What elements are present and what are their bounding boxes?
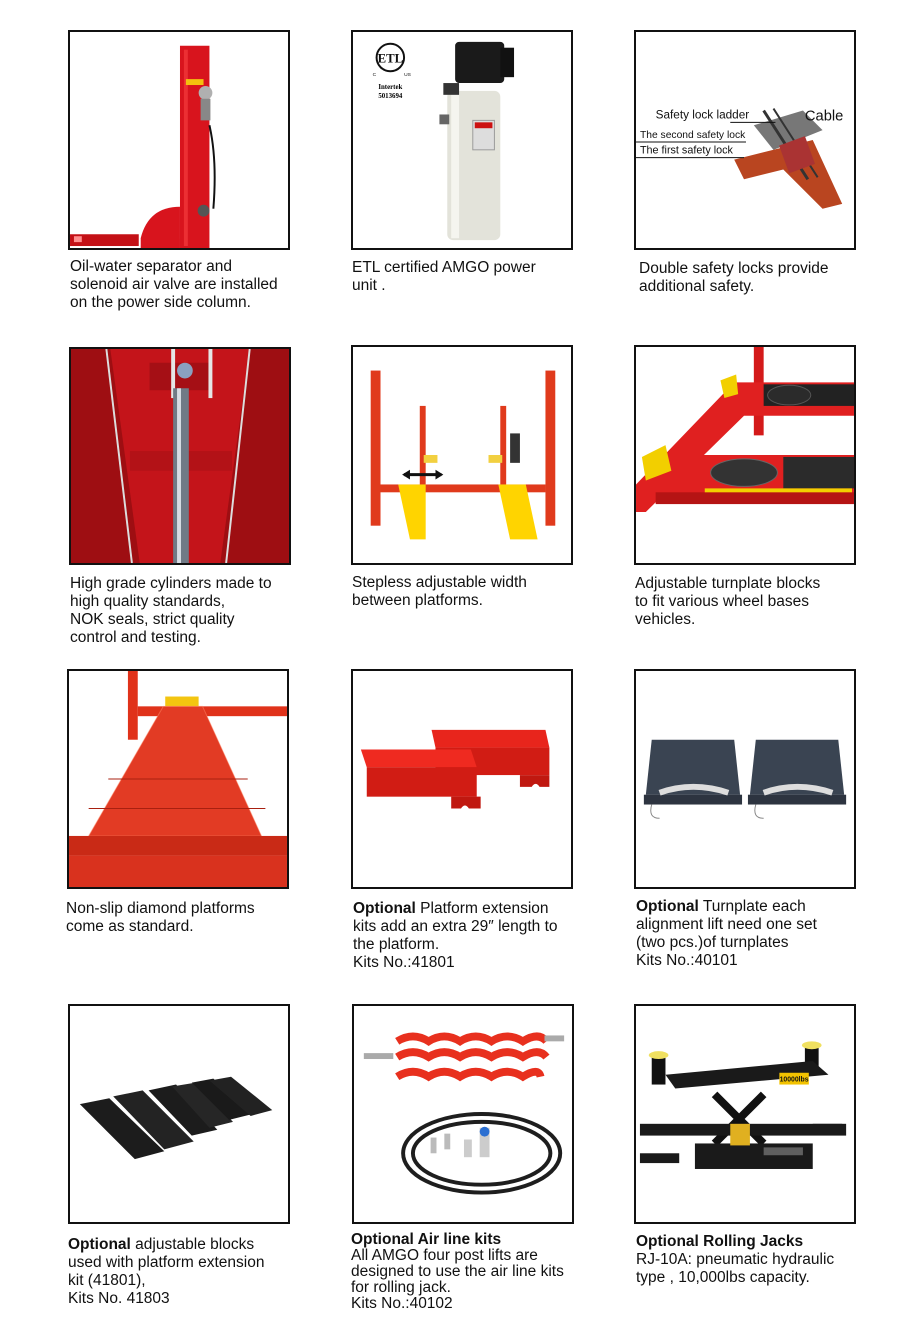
photo-turnplates [634, 669, 856, 889]
caption-first-rest: Platform extension [415, 900, 549, 917]
caption-line: unit . [352, 277, 386, 294]
photo-platform-extension [351, 669, 573, 889]
photo-oil-water-separator [68, 30, 290, 250]
photo-rolling-jacks [634, 1004, 856, 1224]
caption-line: the platform. [353, 936, 440, 953]
photo-power-unit [351, 30, 573, 250]
caption-line: for rolling jack. [351, 1279, 451, 1296]
caption-line: used with platform extension [68, 1254, 265, 1271]
caption-line: Double safety locks provide [639, 260, 829, 277]
caption-line: Oil-water separator and [70, 258, 232, 275]
caption-line: kit (41801), [68, 1272, 146, 1289]
caption-first-rest: adjustable blocks [130, 1236, 255, 1253]
caption-line: on the power side column. [70, 294, 251, 311]
photo-safety-locks [634, 30, 856, 250]
caption-line: Kits No.:40102 [351, 1295, 453, 1312]
caption-line: ETL certified AMGO power [352, 259, 536, 276]
label-cable: Cable [804, 108, 844, 125]
caption-bold: Optional Rolling Jacks [636, 1233, 804, 1250]
caption-line: (two pcs.)of turnplates [636, 934, 789, 951]
photo-turnplate-blocks [634, 345, 856, 565]
caption-line: vehicles. [635, 611, 696, 628]
etl-logo [373, 44, 412, 100]
caption-first-rest: Turnplate each [698, 898, 806, 915]
caption-line: solenoid air valve are installed [70, 276, 278, 293]
jack-capacity-badge: 10000lbs [779, 1076, 809, 1084]
photo-air-line-kits [352, 1004, 574, 1224]
caption-line: to fit various wheel bases [635, 593, 810, 610]
caption-bold: Optional [68, 1236, 131, 1253]
caption-line: Kits No.:40101 [636, 952, 738, 969]
caption-line: type , 10,000lbs capacity. [636, 1269, 810, 1286]
caption-bold: Optional [636, 898, 699, 915]
caption-line: alignment lift need one set [636, 916, 817, 933]
caption-line: Kits No. 41803 [68, 1290, 170, 1307]
label-second-safety-lock: The second safety lock [639, 130, 746, 142]
caption-line: Kits No.:41801 [353, 954, 455, 971]
logo-text-intertek: Intertek [378, 83, 403, 91]
caption-line: All AMGO four post lifts are [351, 1247, 538, 1264]
caption-line: additional safety. [639, 278, 755, 295]
caption-line: Non-slip diamond platforms [66, 900, 255, 917]
caption-line: RJ-10A: pneumatic hydraulic [636, 1251, 835, 1268]
caption-line: between platforms. [352, 592, 483, 609]
photo-adjustable-width [351, 345, 573, 565]
photo-adjustable-blocks [68, 1004, 290, 1224]
svg-text:ETL: ETL [377, 51, 404, 66]
caption-line: Adjustable turnplate blocks [635, 575, 821, 592]
caption-line: kits add an extra 29″ length to [353, 918, 558, 935]
svg-text:C: C [372, 73, 377, 79]
logo-text-number: 5013694 [378, 92, 403, 100]
label-safety-lock-ladder: Safety lock ladder [655, 108, 750, 122]
caption-line: Stepless adjustable width [352, 574, 527, 591]
caption-bold: Optional [353, 900, 416, 917]
caption-line: come as standard. [66, 918, 194, 935]
photo-cylinders [69, 347, 291, 565]
caption-line: control and testing. [70, 629, 201, 646]
photo-diamond-platforms [67, 669, 289, 889]
caption-line: high quality standards, [70, 593, 226, 610]
label-first-safety-lock: The first safety lock [639, 144, 733, 157]
svg-text:US: US [404, 73, 411, 79]
caption-line: High grade cylinders made to [70, 575, 272, 592]
caption-line: NOK seals, strict quality [70, 611, 235, 628]
caption-bold: Optional Air line kits [351, 1231, 502, 1248]
caption-line: designed to use the air line kits [351, 1263, 564, 1280]
